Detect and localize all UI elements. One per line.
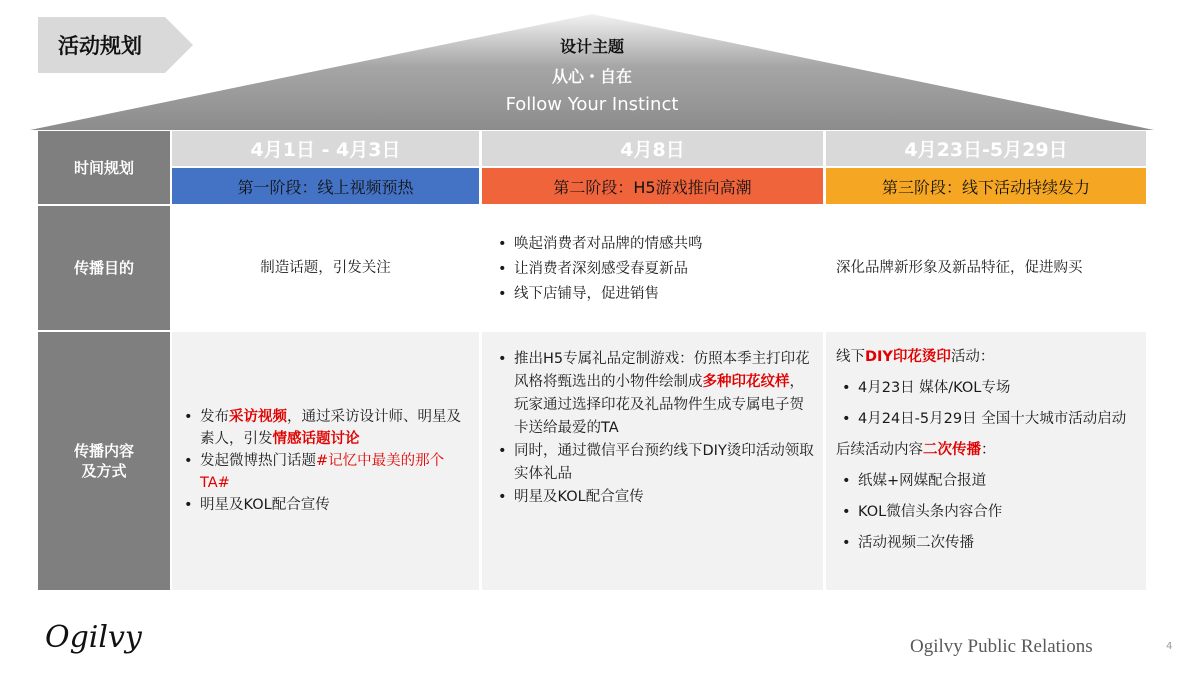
list-item: • 推出H5专属礼品定制游戏：仿照本季主打印花风格将甄选出的小物件绘制成多种印花纹样，玩家通过选择印花及礼品物件生成专属电子贺卡送给最爱的TA (492, 348, 815, 440)
purpose-phase-2 (482, 206, 823, 330)
phase-1-title: 第一阶段：线上视频预热 (172, 168, 479, 204)
list-item: • 同时，通过微信平台预约线下DIY烫印活动领取实体礼品 (492, 440, 815, 486)
purpose-phase-1 (172, 206, 479, 330)
row-label-content-text: 传播内容及方式 (73, 442, 134, 480)
content-phase-3-list-2 (836, 466, 1140, 559)
row-label-timeline: 时间规划 (38, 131, 170, 204)
content-phase-2 (482, 332, 823, 590)
phase-2-title: 第二阶段：H5游戏推向高潮 (482, 168, 823, 204)
purpose-phase-3 (826, 206, 1146, 330)
content-phase-3-intro: 线下DIY印花烫印活动： (836, 349, 995, 365)
list-item: • 让消费者深刻感受春夏新品 (492, 257, 815, 282)
list-item: • 发起微博热门话题#记忆中最美的那个TA# (178, 450, 473, 494)
content-phase-1 (172, 332, 479, 590)
list-item: • 明星及KOL配合宣传 (492, 486, 815, 509)
purpose-phase-2-list (492, 232, 815, 307)
highlight-diy-print: DIY印花烫印 (865, 349, 951, 365)
list-item: • 4月23日 媒体/KOL专场 (836, 373, 1140, 404)
highlight-weibo-topic: #记忆中最美的那个TA# (200, 453, 445, 491)
row-label-purpose: 传播目的 (38, 206, 170, 330)
theme-en: Follow Your Instinct (505, 94, 679, 115)
highlight-secondary-spread: 二次传播 (923, 442, 981, 458)
list-item: • 明星及KOL配合宣传 (178, 494, 473, 516)
theme-label: 设计主题 (559, 37, 624, 56)
highlight-print-patterns: 多种印花纹样 (702, 374, 790, 390)
content-phase-3-later: 后续活动内容二次传播： (836, 442, 996, 458)
list-item: • 4月24日-5月29日 全国十大城市活动启动 (836, 404, 1140, 435)
date-phase-3: 4月23日-5月29日 (826, 131, 1146, 166)
list-item: • 线下店铺导，促进销售 (492, 282, 815, 307)
content-phase-1-list (178, 406, 473, 516)
list-item: • 活动视频二次传播 (836, 528, 1140, 559)
list-item: • 纸媒+网媒配合报道 (836, 466, 1140, 497)
content-phase-3-list-1 (836, 373, 1140, 435)
date-phase-1: 4月1日 - 4月3日 (172, 131, 479, 166)
phase-3-title: 第三阶段：线下活动持续发力 (826, 168, 1146, 204)
highlight-emotional-topic: 情感话题讨论 (272, 431, 360, 447)
list-item: • 唤起消费者对品牌的情感共鸣 (492, 232, 815, 257)
row-label-content (38, 332, 170, 590)
content-phase-2-list (492, 348, 815, 509)
page-number: 4 (1166, 641, 1173, 652)
content-phase-3 (826, 332, 1146, 590)
ogilvy-logo: Ogilvy (45, 620, 142, 655)
list-item: • KOL微信头条内容合作 (836, 497, 1140, 528)
date-phase-2: 4月8日 (482, 131, 823, 166)
company-name: Ogilvy Public Relations (910, 636, 1093, 657)
section-tag: 活动规划 (58, 34, 142, 58)
theme-cn: 从心・自在 (551, 67, 632, 86)
purpose-phase-1-text: 制造话题，引发关注 (260, 259, 391, 276)
purpose-phase-3-text: 深化品牌新形象及新品特征，促进购买 (836, 259, 1083, 276)
list-item: • 发布采访视频，通过采访设计师、明星及素人，引发情感话题讨论 (178, 406, 473, 450)
highlight-interview-video: 采访视频 (229, 409, 287, 425)
